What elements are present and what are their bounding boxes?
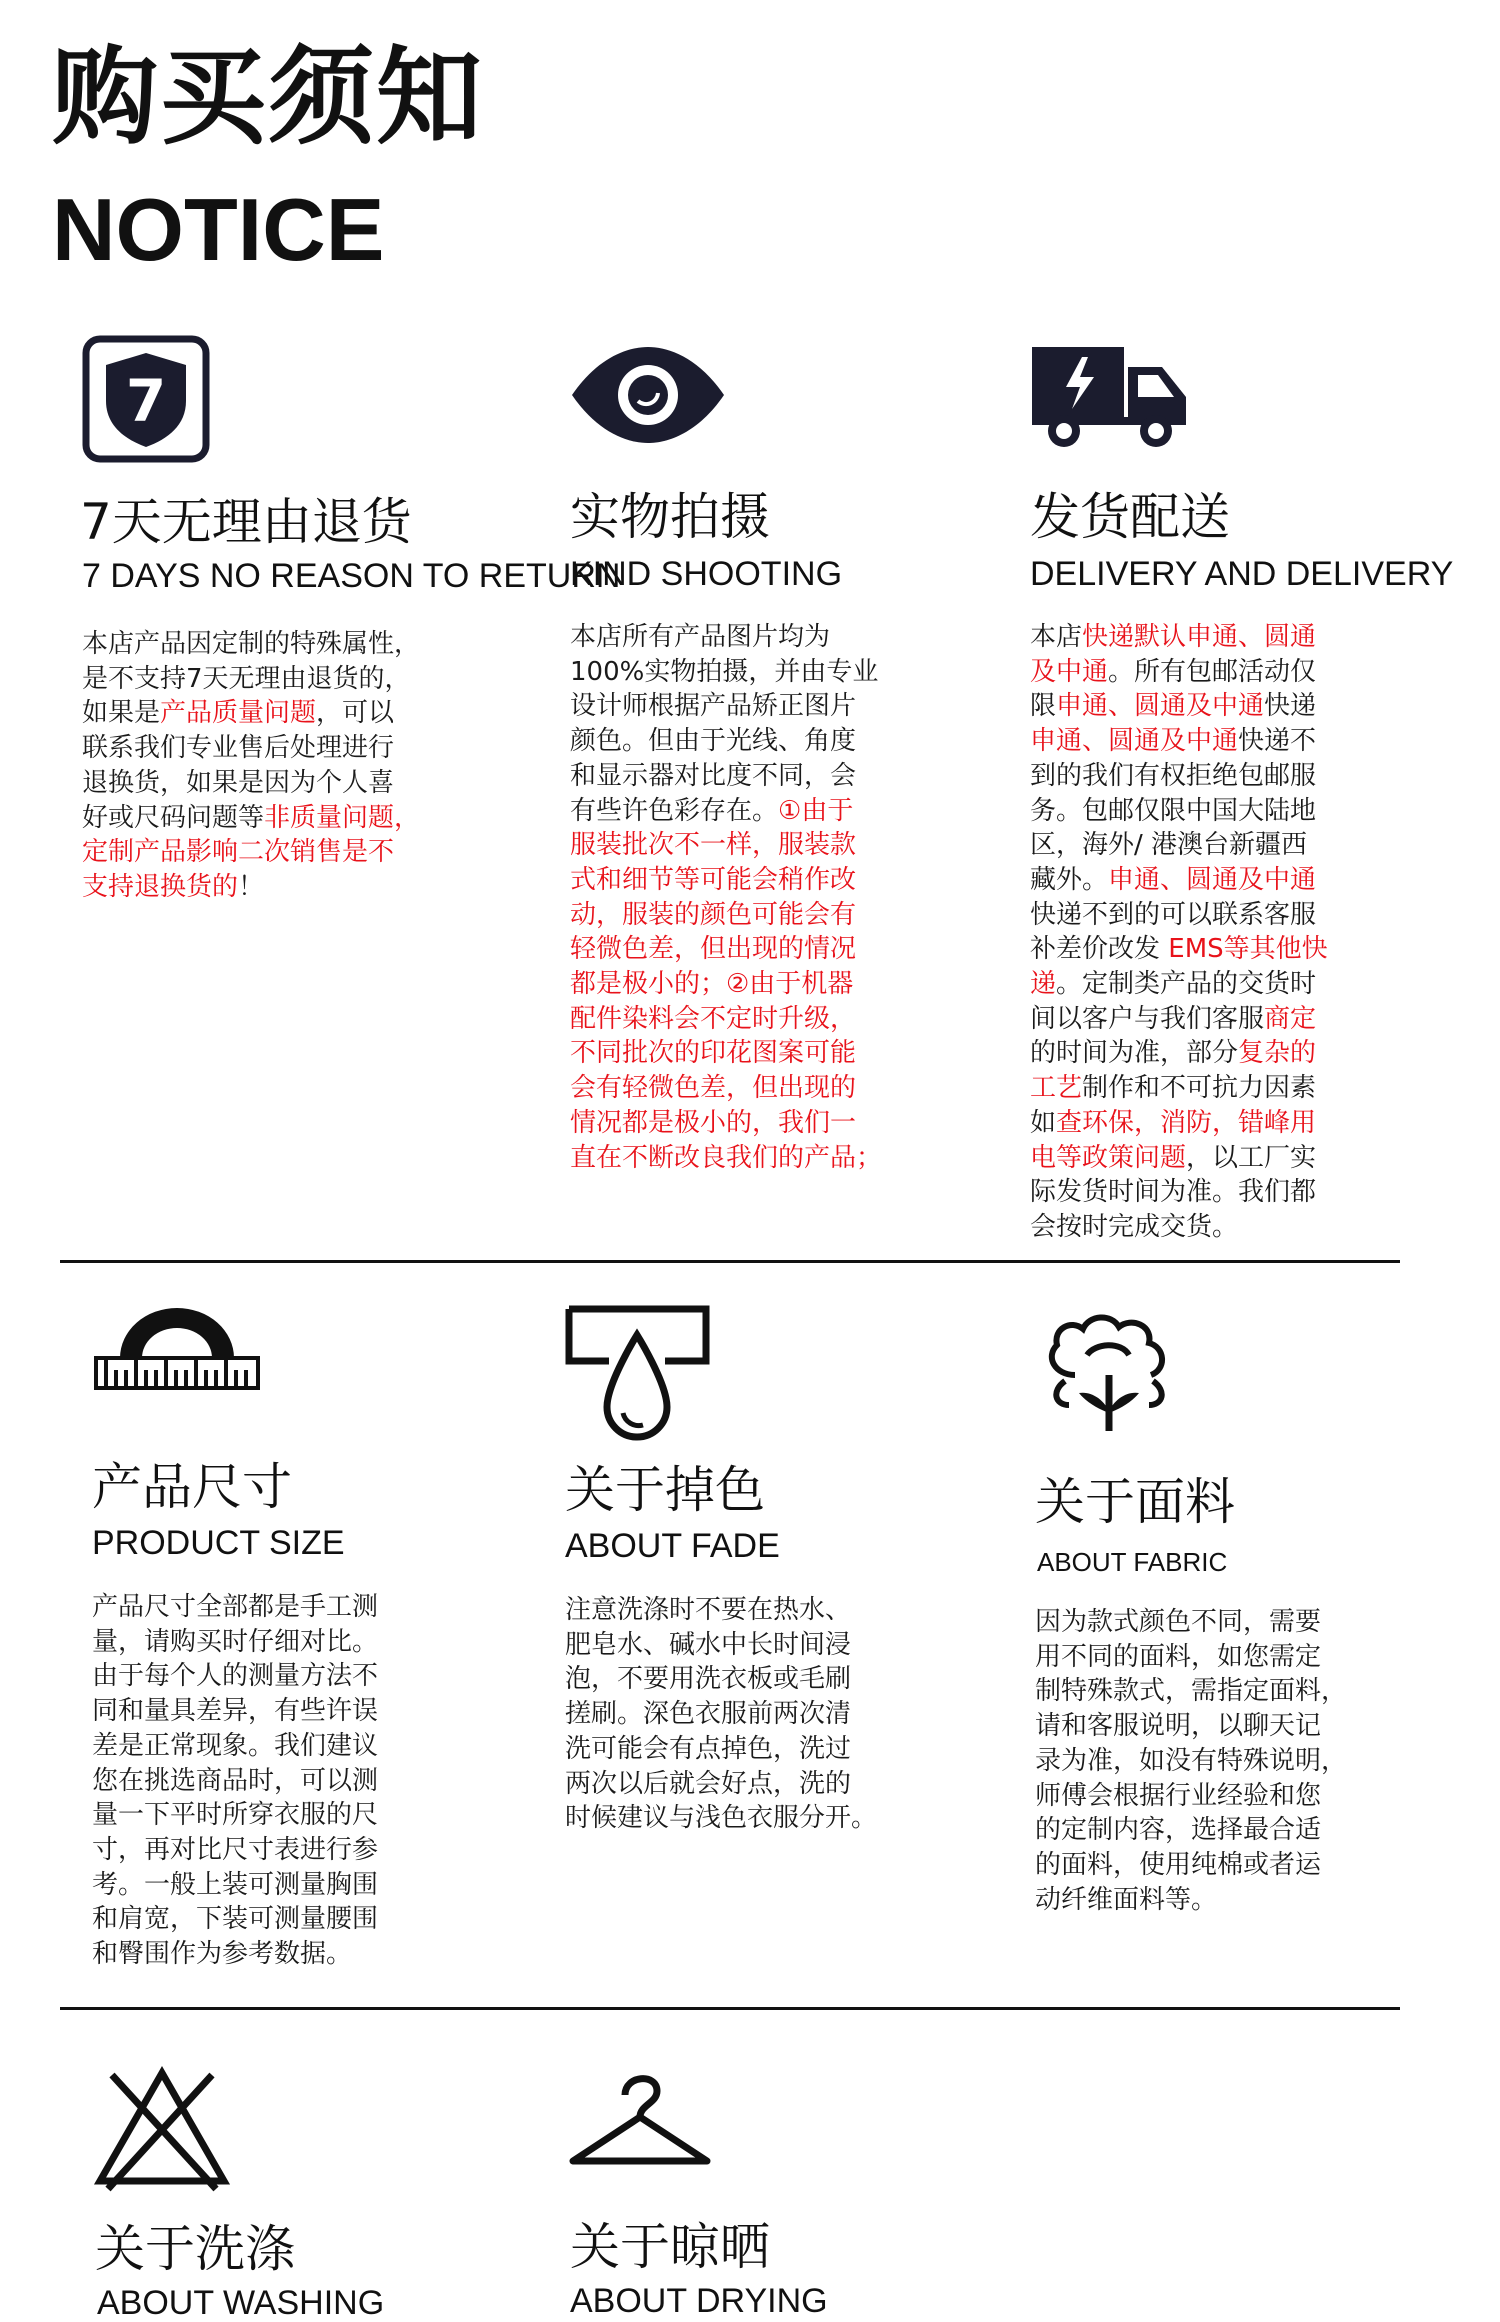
section-title-en: DELIVERY AND DELIVERY (1030, 555, 1454, 593)
section-title-en: ABOUT FADE (565, 1527, 780, 1565)
highlight-text: 非质量问题， (264, 802, 421, 833)
body-line (1030, 1210, 1328, 1245)
body-line (92, 1833, 378, 1868)
body-text: 和显示器对比度不同，会 (570, 760, 857, 791)
body-line (565, 1767, 877, 1802)
body-text: 会按时完成交货。 (1030, 1211, 1239, 1242)
section-title-cn: 关于洗涤 (95, 2220, 295, 2278)
body-line (1030, 1106, 1328, 1141)
body-text: ，以工厂实 (1186, 1142, 1317, 1173)
highlight-text: 递 (1030, 969, 1057, 1000)
water-drop-fade-icon (565, 1305, 710, 1445)
highlight-text: 产品质量问题 (160, 698, 317, 729)
body-line (82, 766, 420, 801)
highlight-text: EMS等其他快 (1168, 934, 1328, 965)
body-line (92, 1625, 378, 1660)
highlight-text: 服装批次不一样，服装款 (570, 830, 857, 861)
body-line (1035, 1744, 1347, 1779)
body-text: 。定制类产品的交货时 (1056, 969, 1317, 1000)
body-line (570, 1036, 882, 1071)
body-text: 因为款式颜色不同，需要 (1035, 1607, 1322, 1637)
section-title-cn: 产品尺寸 (92, 1458, 292, 1516)
highlight-text: 情况都是极小的，我们一 (570, 1107, 857, 1138)
body-line (570, 1141, 882, 1176)
highlight-text: 支持退换货的 (82, 871, 239, 902)
body-text: 联系我们专业售后处理进行 (82, 733, 395, 764)
section-title-cn: 关于面料 (1035, 1473, 1235, 1531)
body-text: 的时间为准，部分 (1030, 1038, 1239, 1069)
body-line (1030, 620, 1328, 655)
eye-icon (568, 345, 728, 445)
body-text: 时候建议与浅色衣服分开。 (565, 1803, 878, 1834)
body-text: 量，请购买时仔细对比。 (92, 1626, 379, 1657)
body-line (1030, 655, 1328, 690)
body-text: 两次以后就会好点，洗的 (565, 1768, 852, 1799)
highlight-text: 及中通 (1030, 656, 1109, 687)
section-body (1035, 1605, 1347, 1917)
section-title-cn: 7天无理由退货 (80, 493, 412, 551)
highlight-text: 会有轻微色差，但出现的 (570, 1073, 857, 1104)
body-text: 量一下平时所穿衣服的尺 (92, 1800, 379, 1831)
page-subtitle: NOTICE (52, 180, 385, 279)
body-text: 。所有包邮活动仅 (1108, 656, 1317, 687)
highlight-text: 工艺 (1030, 1073, 1083, 1104)
body-line (92, 1798, 378, 1833)
cotton-flower-icon (1035, 1305, 1185, 1435)
body-text: 务。包邮仅限中国大陆地 (1030, 795, 1317, 826)
body-text: 本店所有产品图片均为 (570, 622, 831, 652)
svg-text:7: 7 (125, 367, 167, 435)
body-line (565, 1593, 877, 1628)
body-text: 快递不 (1238, 726, 1317, 757)
body-line (1030, 724, 1328, 759)
body-line (82, 662, 420, 697)
body-line (1035, 1605, 1347, 1640)
delivery-truck-icon (1030, 345, 1190, 450)
body-line (570, 620, 882, 655)
body-line (570, 1002, 882, 1037)
body-line (82, 731, 420, 766)
highlight-text: 申通、圆通及中通 (1030, 726, 1239, 757)
body-line (1030, 1071, 1328, 1106)
section-title-en: PRODUCT SIZE (92, 1524, 345, 1562)
section-title-cn: 发货配送 (1030, 488, 1230, 546)
body-text: 快递 (1264, 691, 1317, 722)
ruler-protractor-icon (92, 1300, 262, 1390)
body-text: 泡，不要用洗衣板或毛刷 (565, 1664, 852, 1695)
highlight-text: 申通、圆通及中通 (1056, 691, 1265, 722)
body-line (92, 1868, 378, 1903)
body-text: 差是正常现象。我们建议 (92, 1730, 379, 1761)
body-text: 动纤维面料等。 (1035, 1884, 1218, 1915)
body-line (82, 870, 420, 905)
body-text: ，可以 (316, 698, 395, 729)
body-line (565, 1801, 877, 1836)
section-body (1030, 620, 1328, 1245)
body-line (1030, 794, 1328, 829)
section-body (570, 620, 882, 1175)
body-line (92, 1659, 378, 1694)
body-line (1030, 828, 1328, 863)
highlight-text: 电等政策问题 (1030, 1142, 1187, 1173)
section-title-cn: 实物拍摄 (570, 488, 770, 546)
body-line (82, 696, 420, 731)
body-text: 际发货时间为准。我们都 (1030, 1177, 1317, 1208)
body-text: 考。一般上装可测量胸围 (92, 1869, 379, 1900)
highlight-text: 定制产品影响二次销售是不 (82, 837, 395, 868)
body-line (1035, 1709, 1347, 1744)
section-title-cn: 关于晾晒 (570, 2218, 770, 2276)
body-line (570, 932, 882, 967)
body-line (570, 1071, 882, 1106)
section-body (565, 1593, 877, 1836)
shield-7-icon (82, 335, 210, 463)
highlight-text: 不同批次的印花图案可能 (570, 1038, 857, 1069)
section-body (92, 1590, 378, 1972)
body-line (1030, 1036, 1328, 1071)
body-text: 寸，再对比尺寸表进行参 (92, 1834, 379, 1865)
body-line (92, 1937, 378, 1972)
body-text: 制作和不可抗力因素 (1082, 1073, 1317, 1104)
body-text: 同和量具差异，有些许误 (92, 1696, 379, 1727)
body-text: 的定制内容，选择最合适 (1035, 1815, 1322, 1846)
section-title-en: 7 DAYS NO REASON TO RETURN (82, 557, 621, 595)
body-text: 快递不到的可以联系客服 (1030, 899, 1317, 930)
body-text: 颜色。但由于光线、角度 (570, 726, 857, 757)
body-text: 用不同的面料，如您需定 (1035, 1641, 1322, 1672)
body-line (92, 1764, 378, 1799)
body-line (92, 1694, 378, 1729)
body-text: 设计师根据产品矫正图片 (570, 691, 857, 722)
body-line (1030, 689, 1328, 724)
body-line (92, 1590, 378, 1625)
body-line (92, 1902, 378, 1937)
no-bleach-icon (92, 2065, 232, 2195)
body-text: 肥皂水、碱水中长时间浸 (565, 1629, 852, 1660)
body-line (570, 828, 882, 863)
highlight-text: ①由于 (778, 795, 854, 826)
body-text: 制特殊款式，需指定面料， (1035, 1676, 1348, 1707)
body-text: 和臀围作为参考数据。 (92, 1939, 353, 1970)
body-text: 是不支持7天无理由退货的， (82, 663, 411, 694)
highlight-text: 直在不断改良我们的产品； (570, 1142, 883, 1173)
body-text: 好或尺码问题等 (82, 802, 265, 833)
body-line (565, 1628, 877, 1663)
section-title-en: ABOUT DRYING (570, 2282, 828, 2320)
highlight-text: 复杂的 (1238, 1038, 1317, 1069)
body-line (565, 1732, 877, 1767)
section-body (82, 627, 420, 905)
body-text: 补差价改发 (1030, 934, 1169, 965)
body-line (570, 794, 882, 829)
body-text: 区，海外/ 港澳台新疆西 (1030, 830, 1308, 861)
body-text: 洗可能会有点掉色，洗过 (565, 1733, 852, 1764)
highlight-text: 都是极小的；②由于机器 (570, 969, 854, 1000)
body-line (1035, 1674, 1347, 1709)
highlight-text: 申通、圆通及中通 (1108, 864, 1317, 895)
body-line (1030, 1175, 1328, 1210)
highlight-text: 查环保，消防，错峰用 (1056, 1107, 1317, 1138)
body-text: 藏外。 (1030, 864, 1109, 895)
body-text: 间以客户与我们客服 (1030, 1003, 1265, 1034)
body-line (570, 759, 882, 794)
highlight-text: 配件染料会不定时升级， (570, 1003, 857, 1034)
highlight-text: 式和细节等可能会稍作改 (570, 864, 857, 895)
body-line (1030, 863, 1328, 898)
body-line (1035, 1640, 1347, 1675)
hanger-icon (565, 2065, 715, 2175)
body-text: 和肩宽，下装可测量腰围 (92, 1904, 379, 1935)
body-text: 本店 (1030, 622, 1083, 652)
body-line (1030, 932, 1328, 967)
body-text: 产品尺寸全部都是手工测 (92, 1592, 379, 1622)
body-text: 到的我们有权拒绝包邮服 (1030, 760, 1317, 791)
body-line (570, 724, 882, 759)
body-text: 搓刷。深色衣服前两次清 (565, 1699, 852, 1730)
body-text: 如果是 (82, 698, 161, 729)
body-line (82, 627, 420, 662)
section-title-en: KIND SHOOTING (570, 555, 843, 593)
highlight-text: 快递默认申通、圆通 (1082, 622, 1317, 652)
body-text: 本店产品因定制的特殊属性， (82, 629, 421, 659)
body-line (1030, 1141, 1328, 1176)
body-line (1030, 1002, 1328, 1037)
body-text: 您在挑选商品时，可以测 (92, 1765, 379, 1796)
body-line (570, 1106, 882, 1141)
body-line (1035, 1813, 1347, 1848)
body-line (565, 1697, 877, 1732)
section-title-cn: 关于掉色 (565, 1461, 765, 1519)
highlight-text: 轻微色差，但出现的情况 (570, 934, 857, 965)
section-title-en: ABOUT FABRIC (1037, 1547, 1228, 1577)
body-text: 由于每个人的测量方法不 (92, 1661, 379, 1692)
body-line (570, 655, 882, 690)
body-line (82, 835, 420, 870)
divider (60, 1260, 1400, 1263)
body-line (565, 1662, 877, 1697)
section-title-en: ABOUT WASHING (97, 2284, 385, 2322)
body-line (82, 801, 420, 836)
highlight-text: 商定 (1264, 1003, 1317, 1034)
body-line (570, 967, 882, 1002)
body-text: 限 (1030, 691, 1057, 722)
body-text: 的面料，使用纯棉或者运 (1035, 1849, 1322, 1880)
body-line (1030, 967, 1328, 1002)
body-line (1035, 1779, 1347, 1814)
highlight-text: 动，服装的颜色可能会有 (570, 899, 857, 930)
body-line (1030, 898, 1328, 933)
body-text: 退换货，如果是因为个人喜 (82, 767, 395, 798)
body-text: 师傅会根据行业经验和您 (1035, 1780, 1322, 1811)
body-line (1035, 1883, 1347, 1918)
body-text: 注意洗涤时不要在热水、 (565, 1595, 852, 1625)
body-line (570, 898, 882, 933)
body-line (1030, 759, 1328, 794)
page-title: 购买须知 (52, 36, 484, 159)
body-line (1035, 1848, 1347, 1883)
body-text: 100%实物拍摄，并由专业 (570, 656, 879, 687)
body-line (570, 689, 882, 724)
divider (60, 2007, 1400, 2010)
body-text: ！ (238, 871, 265, 902)
body-text: 有些许色彩存在。 (570, 795, 779, 826)
body-text: 如 (1030, 1107, 1057, 1138)
body-text: 请和客服说明，以聊天记 (1035, 1711, 1322, 1742)
body-line (570, 863, 882, 898)
body-line (92, 1729, 378, 1764)
body-text: 录为准，如没有特殊说明， (1035, 1745, 1348, 1776)
